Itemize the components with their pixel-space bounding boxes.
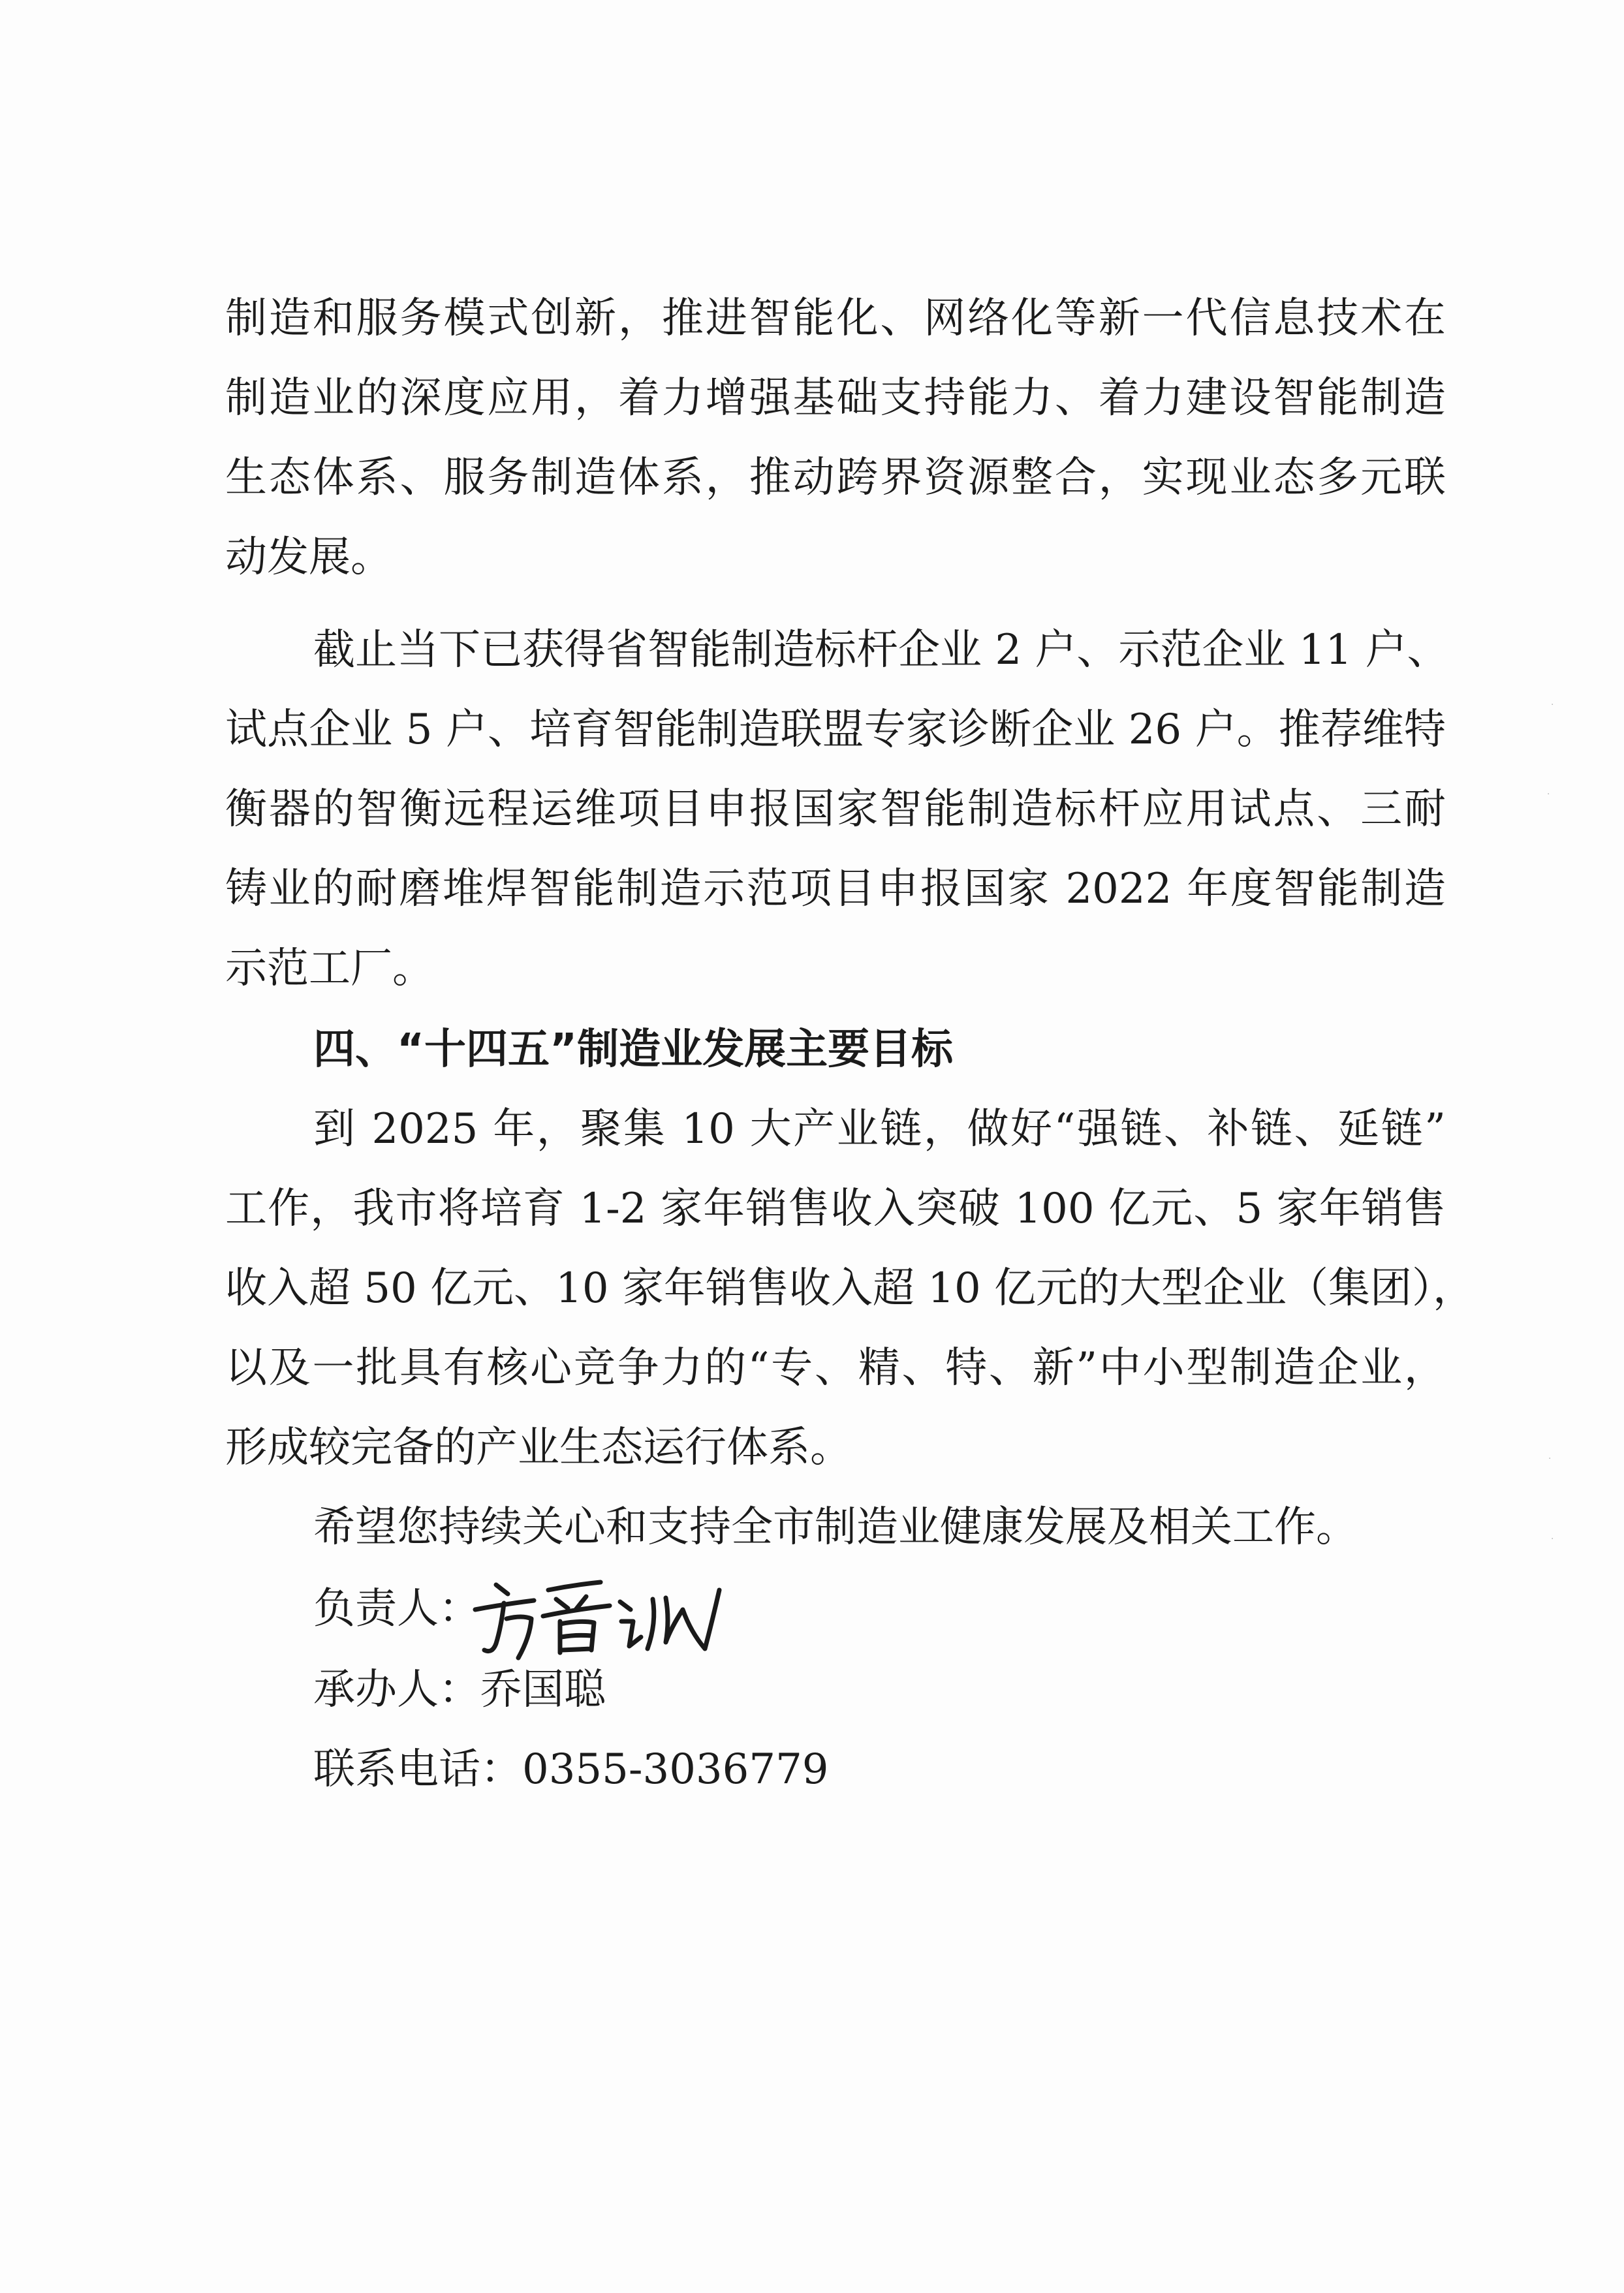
scan-speck: · — [1551, 700, 1554, 710]
paragraph-3-line-3: 收入超 50 亿元、10 家年销售收入超 10 亿元的大型企业（集团）， — [225, 1264, 1475, 1313]
section-heading: 四、“十四五”制造业发展主要目标 — [313, 1025, 954, 1074]
phone-line: 联系电话：0355-3036779 — [313, 1745, 829, 1794]
paragraph-3-line-2: 工作，我市将培育 1-2 家年销售收入突破 100 亿元、5 家年销售 — [225, 1185, 1446, 1233]
handwritten-signature — [470, 1567, 731, 1664]
handler-line: 承办人：乔国聪 — [313, 1666, 606, 1714]
paragraph-1-line-3: 生态体系、服务制造体系，推动跨界资源整合，实现业态多元联 — [225, 454, 1446, 502]
paragraph-1-line-2: 制造业的深度应用，着力增强基础支持能力、着力建设智能制造 — [225, 374, 1446, 422]
paragraph-2-line-3: 衡器的智衡远程运维项目申报国家智能制造标杆应用试点、三耐 — [225, 785, 1446, 834]
paragraph-2-line-5: 示范工厂。 — [225, 944, 434, 993]
paragraph-2-line-1: 截止当下已获得省智能制造标杆企业 2 户、示范企业 11 户、 — [313, 626, 1449, 674]
paragraph-3-line-5: 形成较完备的产业生态运行体系。 — [225, 1424, 852, 1472]
paragraph-2-line-4: 铸业的耐磨堆焊智能制造示范项目申报国家 2022 年度智能制造 — [225, 865, 1446, 913]
paragraph-2-line-2: 试点企业 5 户、培育智能制造联盟专家诊断企业 26 户。推荐维特 — [225, 706, 1446, 754]
closing-sentence: 希望您持续关心和支持全市制造业健康发展及相关工作。 — [313, 1503, 1358, 1552]
paragraph-3-line-4: 以及一批具有核心竞争力的“专、精、特、新”中小型制造企业， — [225, 1344, 1446, 1392]
paragraph-3-line-1: 到 2025 年，聚集 10 大产业链，做好“强链、补链、延链” — [313, 1105, 1446, 1153]
responsible-label: 负责人： — [313, 1585, 480, 1633]
paragraph-1-line-4: 动发展。 — [225, 533, 392, 582]
scan-speck: · — [1551, 1534, 1554, 1544]
scan-speck: · — [1548, 1454, 1552, 1464]
scan-speck: · — [1547, 789, 1550, 800]
paragraph-1-line-1: 制造和服务模式创新，推进智能化、网络化等新一代信息技术在 — [225, 294, 1446, 343]
